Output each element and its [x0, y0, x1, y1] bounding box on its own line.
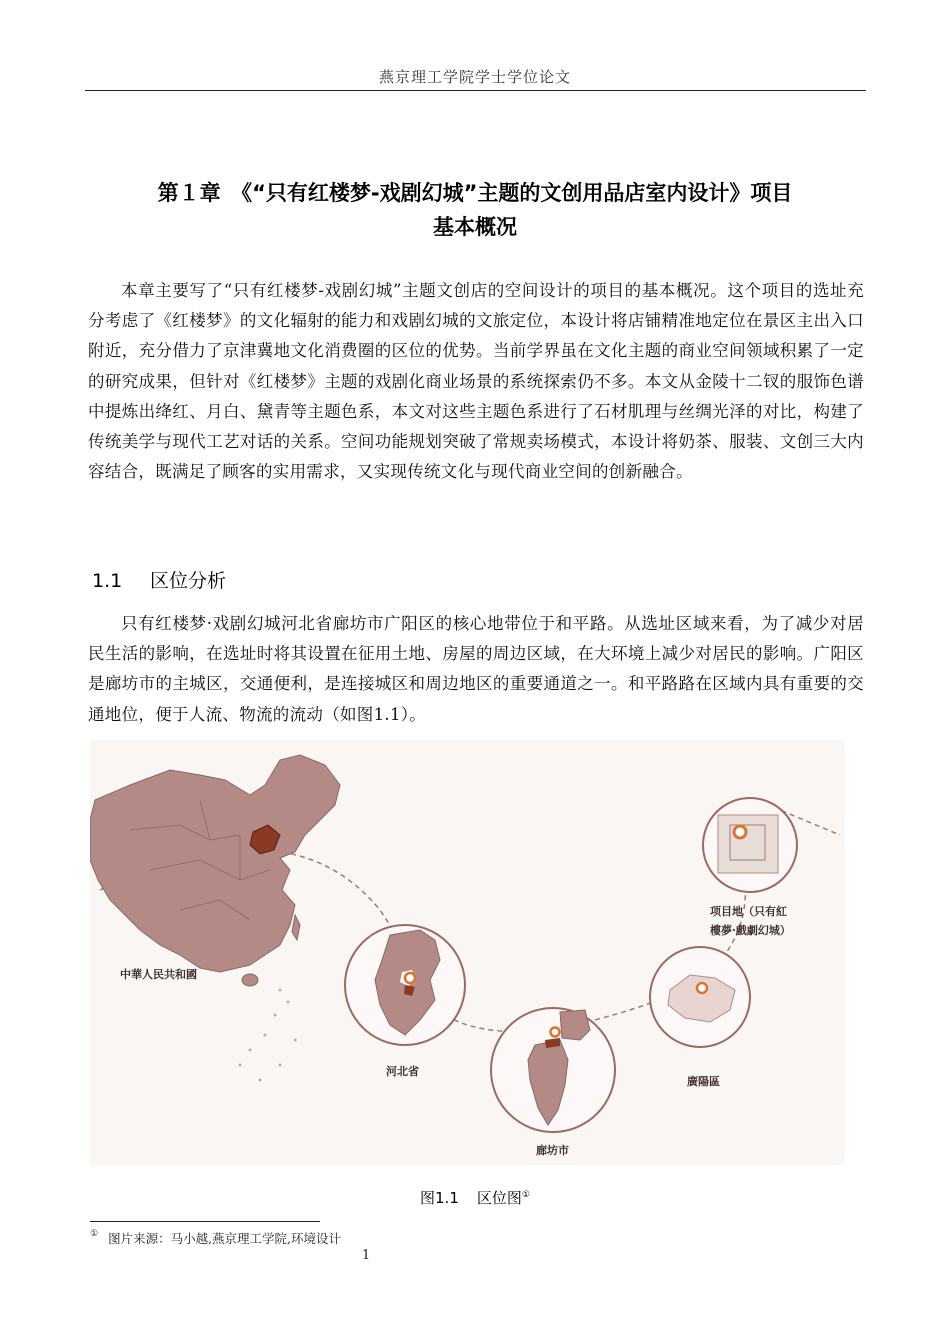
- header-divider: [85, 90, 866, 91]
- chapter-title-line-1: 第１章 《“只有红楼梦-戏剧幻城”主题的文创用品店室内设计》项目: [157, 181, 793, 205]
- caption-footnote-mark: ①: [521, 1190, 530, 1200]
- label-guangyang: 廣陽區: [687, 1075, 720, 1088]
- intro-paragraph: 本章主要写了“只有红楼梦-戏剧幻城”主题文创店的空间设计的项目的基本概况。这个项目的选址充分考虑了《红楼梦》的文化辐射的能力和戏剧幻城的文旅定位，本设计将店铺精准地定位在景区主出入口附近，充分借力了京津冀地文化消费圈的区位的优势。当前学界虽在文化主题的商业空间领域积累了一定的研究成果，但针对《红楼梦》主题的戏剧化商业场景的系统探索仍不多。本文从金陵十二钗的服饰色谱中提炼出绛红、月白、黛青等主题色系，本文对这些主题色系进行了石材肌理与丝绸光泽的对比，构建了传统美学与现代工艺对话的关系。空间功能规划突破了常规卖场模式，本设计将奶茶、服装、文创三大内容结合，既满足了顾客的实用需求，又实现传统文化与现代商业空间的创新融合。: [88, 281, 864, 482]
- footnote-divider: [90, 1221, 320, 1222]
- label-langfang: 廊坊市: [536, 1144, 569, 1157]
- footnote-mark: ①: [90, 1229, 99, 1239]
- label-china: 中華人民共和國: [120, 968, 197, 981]
- hebei-pin-icon: [405, 973, 415, 983]
- project-pin-icon: [734, 826, 746, 838]
- label-hebei: 河北省: [386, 1065, 419, 1078]
- location-paragraph: 只有红楼梦·戏剧幻城河北省廊坊市广阳区的核心地带位于和平路。从选址区域来看，为了减少对居民生活的影响，在选址时将其设置在征用土地、房屋的周边区域，在大环境上减少对居民的影响。广阳区是廊坊市的主城区，交通便利，是连接城区和周边地区的重要通道之一。和平路路在区域内具有重要的交通地位，便于人流、物流的流动（如图1.1）。: [88, 614, 864, 724]
- footnote: [90, 1229, 341, 1247]
- label-project-line-2: 樓夢·戲劇幻城）: [710, 924, 791, 937]
- section-title: 区位分析: [150, 570, 227, 592]
- section-number: 1.1: [92, 570, 123, 592]
- figure-caption: [0, 1187, 950, 1208]
- footnote-text: 图片来源：马小越,燕京理工学院,环境设计: [108, 1231, 342, 1246]
- chapter-title: [85, 176, 865, 244]
- hainan-island: [242, 974, 258, 986]
- langfang-pin-icon: [551, 1028, 560, 1037]
- caption-title: 区位图: [476, 1189, 522, 1207]
- page-number: 1: [361, 1248, 371, 1263]
- project-site-plan: [718, 815, 778, 873]
- label-project-line-1: 项目地（只有紅: [710, 905, 787, 918]
- running-header: 燕京理工学院学士学位论文: [378, 68, 571, 86]
- caption-number: 图1.1: [420, 1189, 459, 1207]
- location-map-figure: [90, 740, 845, 1165]
- guangyang-pin-icon: [697, 983, 707, 993]
- section-heading: [92, 566, 226, 593]
- location-map: [90, 740, 845, 1165]
- chapter-title-line-2: 基本概况: [433, 215, 517, 239]
- project-circle: [703, 798, 797, 937]
